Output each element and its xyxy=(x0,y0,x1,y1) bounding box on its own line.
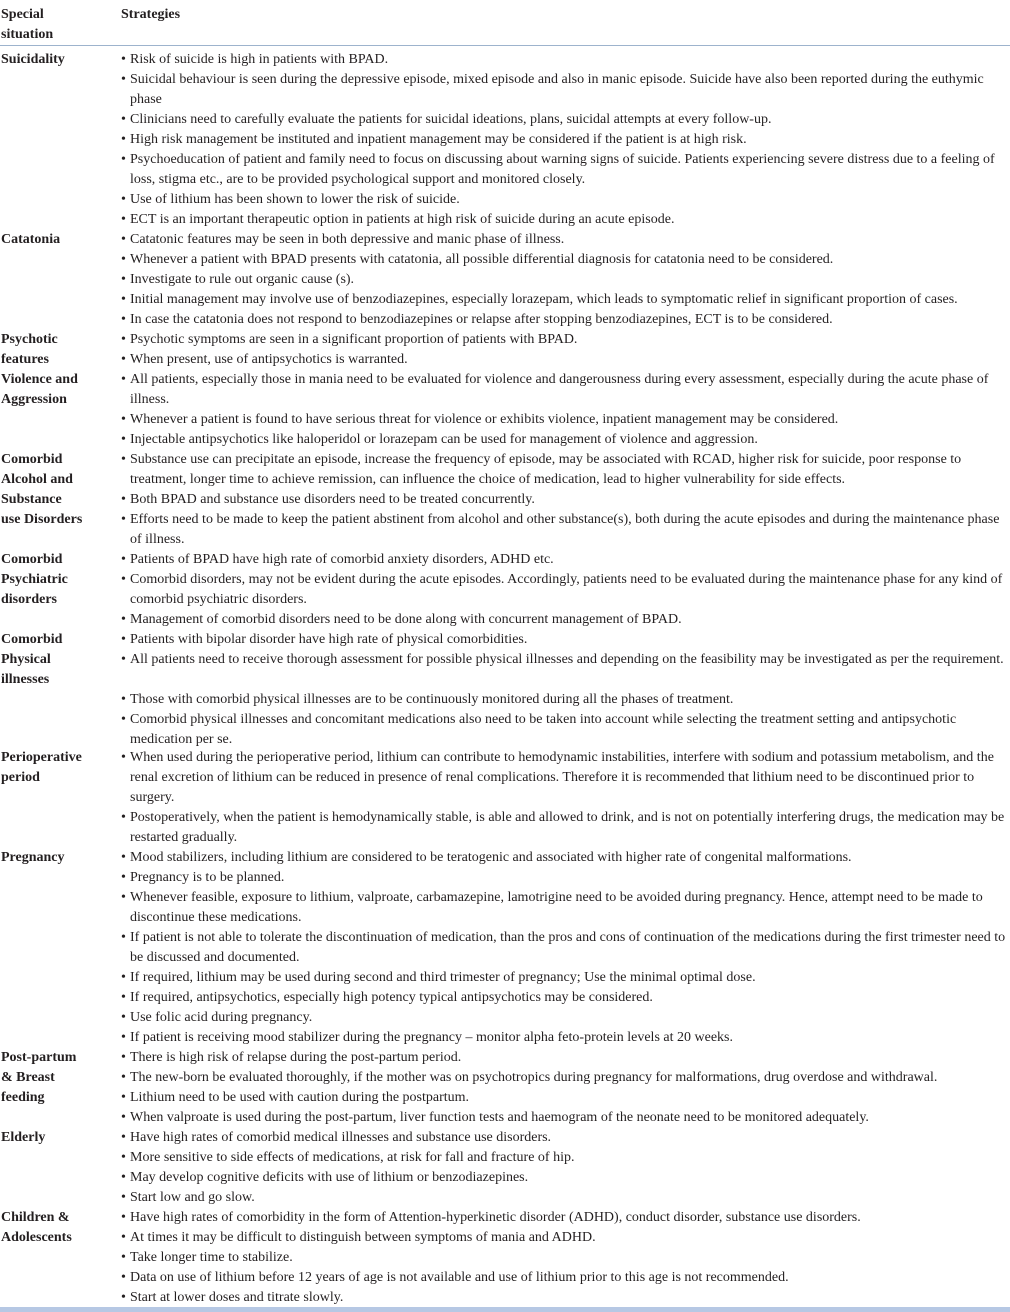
strategy-text: In case the catatonia does not respond to benzodiazepines or relapse after stopping benzodiazepines, ECT is to be considered. xyxy=(130,312,833,327)
bullet-icon: • xyxy=(121,272,126,287)
situation-label: Comorbid Physical illnesses xyxy=(1,632,63,687)
bullet-icon: • xyxy=(121,372,126,387)
bullet-icon: • xyxy=(121,432,126,447)
strategy-text: The new-born be evaluated thoroughly, if the mother was on psychotropics during pregnancy for malformations, drug overdose and withdrawal. xyxy=(130,1070,938,1085)
bullet-icon: • xyxy=(121,252,126,267)
situation-label: Perioperative period xyxy=(1,750,82,785)
bullet-icon: • xyxy=(121,1190,126,1205)
strategy-text: If patient is not able to tolerate the discontinuation of medication, than the pros and cons of continuation of the medications during the first trimester need to be discussed and documented. xyxy=(130,930,1006,965)
strategy-text: More sensitive to side effects of medications, at risk for fall and fracture of hip. xyxy=(130,1150,575,1165)
strategy-text: Use of lithium has been shown to lower the risk of suicide. xyxy=(130,192,460,207)
strategy-text: At times it may be difficult to distinguish between symptoms of mania and ADHD. xyxy=(130,1230,596,1245)
bullet-icon: • xyxy=(121,452,126,467)
header-special-situation: Special situation xyxy=(1,7,54,42)
bullet-icon: • xyxy=(121,712,126,727)
strategy-text: Injectable antipsychotics like haloperidol or lorazepam can be used for management of violence and aggression. xyxy=(130,432,758,447)
bullet-icon: • xyxy=(121,652,126,667)
bullet-icon: • xyxy=(121,990,126,1005)
table-bottom-border xyxy=(0,1307,1010,1312)
strategy-text: Lithium need to be used with caution during the postpartum. xyxy=(130,1090,470,1105)
strategy-text: When valproate is used during the post-partum, liver function tests and haemogram of the neonate need to be monitored adequately. xyxy=(130,1110,869,1125)
strategy-text: Both BPAD and substance use disorders need to be treated concurrently. xyxy=(130,492,535,507)
bullet-icon: • xyxy=(121,552,126,567)
strategy-text: Comorbid disorders, may not be evident during the acute episodes. Accordingly, patients need to be evaluated during the maintenance phase for any kind of comorbid psychiatric disorders. xyxy=(130,572,1003,607)
bullet-icon: • xyxy=(121,192,126,207)
bullet-icon: • xyxy=(121,1090,126,1105)
bullet-icon: • xyxy=(121,1230,126,1245)
strategy-text: Start low and go slow. xyxy=(130,1190,255,1205)
strategy-text: Clinicians need to carefully evaluate the patients for suicidal ideations, plans, suicidal attempts at every follow-up. xyxy=(130,112,772,127)
bullet-icon: • xyxy=(121,1170,126,1185)
strategy-text: Whenever feasible, exposure to lithium, valproate, carbamazepine, lamotrigine need to be avoided during pregnancy. Hence, attempt need to be made to discontinue these medications. xyxy=(130,890,983,925)
bullet-icon: • xyxy=(121,72,126,87)
strategy-text: Initial management may involve use of benzodiazepines, especially lorazepam, which leads to symptomatic relief in significant proportion of cases. xyxy=(130,292,958,307)
strategy-text: Whenever a patient is found to have serious threat for violence or exhibits violence, inpatient management may be considered. xyxy=(130,412,839,427)
bullet-icon: • xyxy=(121,232,126,247)
bullet-icon: • xyxy=(121,1130,126,1145)
strategy-text: Management of comorbid disorders need to be done along with concurrent management of BPAD. xyxy=(130,612,682,627)
strategy-text: Postoperatively, when the patient is hemodynamically stable, is able and allowed to drink, and is not on potentially interfering drugs, the medication may be restarted gradually. xyxy=(130,810,1005,845)
bullet-icon: • xyxy=(121,692,126,707)
strategy-text: Have high rates of comorbid medical illnesses and substance use disorders. xyxy=(130,1130,552,1145)
strategy-text: Use folic acid during pregnancy. xyxy=(130,1010,313,1025)
bullet-icon: • xyxy=(121,112,126,127)
bullet-icon: • xyxy=(121,1010,126,1025)
bullet-icon: • xyxy=(121,292,126,307)
situation-label: Children & Adolescents xyxy=(1,1210,72,1245)
bullet-icon: • xyxy=(121,970,126,985)
strategy-text: Patients of BPAD have high rate of comorbid anxiety disorders, ADHD etc. xyxy=(130,552,554,567)
strategy-text: Mood stabilizers, including lithium are considered to be teratogenic and associated with higher rate of congenital malformations. xyxy=(130,850,852,865)
strategy-text: When used during the perioperative period, lithium can contribute to hemodynamic instabilities, interfere with sodium and potassium metabolism, and the renal excretion of lithium can be reduced in presence of renal complications. Therefore it is recommended that lithium need to be discontinued prior to surgery. xyxy=(130,750,994,805)
strategy-text: Efforts need to be made to keep the patient abstinent from alcohol and other substance(s), both during the acute episodes and during the maintenance phase of illness. xyxy=(130,512,1000,547)
header-divider xyxy=(0,45,1010,46)
strategy-text: ECT is an important therapeutic option in patients at high risk of suicide during an acute episode. xyxy=(130,212,675,227)
bullet-icon: • xyxy=(121,1110,126,1125)
strategy-text: Whenever a patient with BPAD presents with catatonia, all possible differential diagnosis for catatonia need to be considered. xyxy=(130,252,834,267)
bullet-icon: • xyxy=(121,930,126,945)
situation-label: Violence and Aggression xyxy=(1,372,78,407)
bullet-icon: • xyxy=(121,632,126,647)
bullet-icon: • xyxy=(121,810,126,825)
strategy-text: Psychotic symptoms are seen in a significant proportion of patients with BPAD. xyxy=(130,332,578,347)
bullet-icon: • xyxy=(121,52,126,67)
strategy-text: Substance use can precipitate an episode, increase the frequency of episode, may be associated with RCAD, higher risk for suicide, poor response to treatment, longer time to achieve remission, can influence the choice of medication, lead to higher vulnerability for side effects. xyxy=(130,452,962,487)
bullet-icon: • xyxy=(121,332,126,347)
strategy-text: High risk management be instituted and inpatient management may be considered if the patient is at high risk. xyxy=(130,132,747,147)
strategy-text: If required, antipsychotics, especially high potency typical antipsychotics may be considered. xyxy=(130,990,653,1005)
table-header-row xyxy=(0,0,1010,46)
strategy-text: When present, use of antipsychotics is warranted. xyxy=(130,352,408,367)
bullet-icon: • xyxy=(121,1030,126,1045)
bullet-icon: • xyxy=(121,572,126,587)
strategy-text: Those with comorbid physical illnesses are to be continuously monitored during all the phases of treatment. xyxy=(130,692,734,707)
strategy-text: Suicidal behaviour is seen during the depressive episode, mixed episode and also in manic episode. Suicide have also been reported during the euthymic phase xyxy=(130,72,984,107)
strategy-text: Investigate to rule out organic cause (s). xyxy=(130,272,355,287)
bullet-icon: • xyxy=(121,1070,126,1085)
situation-label: Catatonia xyxy=(1,232,61,247)
situation-label: Post-partum & Breast feeding xyxy=(1,1050,77,1105)
strategy-text: Start at lower doses and titrate slowly. xyxy=(130,1290,344,1305)
bullet-icon: • xyxy=(121,612,126,627)
bullet-icon: • xyxy=(121,1270,126,1285)
bullet-icon: • xyxy=(121,492,126,507)
strategy-text: Have high rates of comorbidity in the form of Attention-hyperkinetic disorder (ADHD), conduct disorder, substance use disorders. xyxy=(130,1210,861,1225)
bullet-icon: • xyxy=(121,312,126,327)
bullet-icon: • xyxy=(121,1050,126,1065)
strategy-text: There is high risk of relapse during the post-partum period. xyxy=(130,1050,462,1065)
bullet-icon: • xyxy=(121,870,126,885)
bullet-icon: • xyxy=(121,512,126,527)
situation-label: Comorbid Alcohol and Substance use Disorders xyxy=(1,452,83,527)
strategy-text: Patients with bipolar disorder have high rate of physical comorbidities. xyxy=(130,632,528,647)
strategy-text: Take longer time to stabilize. xyxy=(130,1250,293,1265)
bullet-icon: • xyxy=(121,750,126,765)
situation-label: Elderly xyxy=(1,1130,46,1145)
bullet-icon: • xyxy=(121,1290,126,1305)
strategy-text: If patient is receiving mood stabilizer during the pregnancy – monitor alpha feto-protein levels at 20 weeks. xyxy=(130,1030,733,1045)
bullet-icon: • xyxy=(121,152,126,167)
bullet-icon: • xyxy=(121,412,126,427)
strategy-text: May develop cognitive deficits with use of lithium or benzodiazepines. xyxy=(130,1170,529,1185)
strategy-text: Pregnancy is to be planned. xyxy=(130,870,285,885)
strategy-text: All patients, especially those in mania need to be evaluated for violence and dangerousness during every assessment, especially during the acute phase of illness. xyxy=(130,372,989,407)
situation-label: Comorbid Psychiatric disorders xyxy=(1,552,68,607)
bullet-icon: • xyxy=(121,132,126,147)
strategy-text: Risk of suicide is high in patients with BPAD. xyxy=(130,52,389,67)
strategy-text: If required, lithium may be used during second and third trimester of pregnancy; Use the minimal optimal dose. xyxy=(130,970,756,985)
bullet-icon: • xyxy=(121,212,126,227)
situation-label: Suicidality xyxy=(1,52,65,67)
strategy-text: Catatonic features may be seen in both depressive and manic phase of illness. xyxy=(130,232,565,247)
bullet-icon: • xyxy=(121,1250,126,1265)
strategy-text: All patients need to receive thorough assessment for possible physical illnesses and depending on the feasibility may be investigated as per the requirement. xyxy=(130,652,1004,667)
bullet-icon: • xyxy=(121,890,126,905)
bullet-icon: • xyxy=(121,850,126,865)
bullet-icon: • xyxy=(121,1210,126,1225)
strategy-text: Comorbid physical illnesses and concomitant medications also need to be taken into account while selecting the treatment setting and antipsychotic medication per se. xyxy=(130,712,957,747)
header-strategies: Strategies xyxy=(121,7,181,22)
situation-label: Pregnancy xyxy=(1,850,65,865)
strategy-text: Psychoeducation of patient and family need to focus on discussing about warning signs of suicide. Patients experiencing severe distress due to a feeling of loss, stigma etc., are to be provided psychological support and monitored closely. xyxy=(130,152,995,187)
situation-label: Psychotic features xyxy=(1,332,58,367)
bullet-icon: • xyxy=(121,352,126,367)
strategy-text: Data on use of lithium before 12 years of age is not available and use of lithium prior to this age is not recommended. xyxy=(130,1270,789,1285)
bullet-icon: • xyxy=(121,1150,126,1165)
